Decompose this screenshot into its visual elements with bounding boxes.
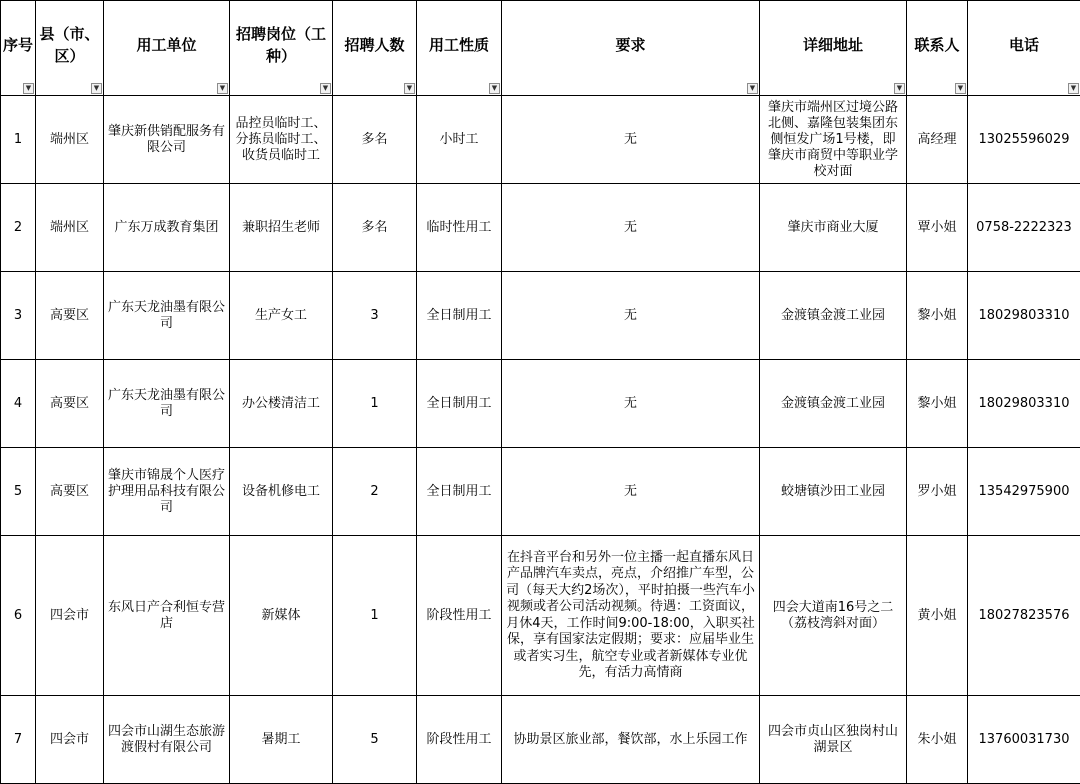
cell-county: 四会市 bbox=[36, 536, 104, 696]
dropdown-arrow-icon[interactable]: ▼ bbox=[489, 83, 500, 94]
cell-count: 多名 bbox=[333, 184, 417, 272]
dropdown-arrow-icon[interactable]: ▼ bbox=[894, 83, 905, 94]
cell-contact: 罗小姐 bbox=[907, 448, 968, 536]
cell-position: 办公楼清洁工 bbox=[230, 360, 333, 448]
cell-employer: 肇庆市锦晟个人医疗护理用品科技有限公司 bbox=[104, 448, 230, 536]
header-requirement: 要求 ▼ bbox=[502, 1, 760, 96]
cell-phone: 13542975900 bbox=[968, 448, 1080, 536]
cell-contact: 黎小姐 bbox=[907, 360, 968, 448]
cell-address: 蛟塘镇沙田工业园 bbox=[760, 448, 907, 536]
cell-county: 端州区 bbox=[36, 184, 104, 272]
cell-county: 高要区 bbox=[36, 272, 104, 360]
cell-phone: 13760031730 bbox=[968, 696, 1080, 784]
cell-county: 四会市 bbox=[36, 696, 104, 784]
header-nature: 用工性质 ▼ bbox=[417, 1, 502, 96]
cell-no: 4 bbox=[1, 360, 36, 448]
cell-phone: 18029803310 bbox=[968, 360, 1080, 448]
cell-nature: 小时工 bbox=[417, 96, 502, 184]
cell-address: 肇庆市端州区过境公路北侧、嘉隆包装集团东侧恒发广场1号楼，即肇庆市商贸中等职业学校对面 bbox=[760, 96, 907, 184]
cell-contact: 黄小姐 bbox=[907, 536, 968, 696]
table-row bbox=[1, 696, 1080, 784]
cell-requirement: 无 bbox=[502, 96, 760, 184]
header-row bbox=[1, 1, 1080, 96]
cell-phone: 18029803310 bbox=[968, 272, 1080, 360]
cell-requirement: 无 bbox=[502, 272, 760, 360]
cell-no: 6 bbox=[1, 536, 36, 696]
header-address: 详细地址 ▼ bbox=[760, 1, 907, 96]
table-row bbox=[1, 360, 1080, 448]
cell-count: 3 bbox=[333, 272, 417, 360]
cell-count: 1 bbox=[333, 360, 417, 448]
cell-position: 暑期工 bbox=[230, 696, 333, 784]
cell-address: 四会大道南16号之二（荔枝湾斜对面） bbox=[760, 536, 907, 696]
cell-address: 金渡镇金渡工业园 bbox=[760, 360, 907, 448]
cell-no: 5 bbox=[1, 448, 36, 536]
cell-phone: 13025596029 bbox=[968, 96, 1080, 184]
header-no: 序号 ▼ bbox=[1, 1, 36, 96]
dropdown-arrow-icon[interactable]: ▼ bbox=[404, 83, 415, 94]
cell-count: 1 bbox=[333, 536, 417, 696]
cell-count: 2 bbox=[333, 448, 417, 536]
table-row bbox=[1, 536, 1080, 696]
cell-nature: 全日制用工 bbox=[417, 272, 502, 360]
header-count: 招聘人数 ▼ bbox=[333, 1, 417, 96]
header-contact: 联系人 ▼ bbox=[907, 1, 968, 96]
header-employer: 用工单位 ▼ bbox=[104, 1, 230, 96]
cell-no: 2 bbox=[1, 184, 36, 272]
cell-no: 3 bbox=[1, 272, 36, 360]
cell-position: 设备机修电工 bbox=[230, 448, 333, 536]
dropdown-arrow-icon[interactable]: ▼ bbox=[747, 83, 758, 94]
cell-phone: 18027823576 bbox=[968, 536, 1080, 696]
cell-requirement: 协助景区旅业部，餐饮部，水上乐园工作 bbox=[502, 696, 760, 784]
cell-requirement: 无 bbox=[502, 448, 760, 536]
cell-county: 高要区 bbox=[36, 448, 104, 536]
cell-contact: 高经理 bbox=[907, 96, 968, 184]
header-county: 县（市、区） ▼ bbox=[36, 1, 104, 96]
cell-position: 兼职招生老师 bbox=[230, 184, 333, 272]
cell-nature: 全日制用工 bbox=[417, 360, 502, 448]
dropdown-arrow-icon[interactable]: ▼ bbox=[23, 83, 34, 94]
header-phone: 电话 ▼ bbox=[968, 1, 1080, 96]
table-row bbox=[1, 272, 1080, 360]
cell-no: 7 bbox=[1, 696, 36, 784]
dropdown-arrow-icon[interactable]: ▼ bbox=[1068, 83, 1079, 94]
cell-requirement: 无 bbox=[502, 360, 760, 448]
cell-position: 生产女工 bbox=[230, 272, 333, 360]
cell-nature: 临时性用工 bbox=[417, 184, 502, 272]
cell-county: 端州区 bbox=[36, 96, 104, 184]
cell-no: 1 bbox=[1, 96, 36, 184]
cell-employer: 四会市山湖生态旅游渡假村有限公司 bbox=[104, 696, 230, 784]
cell-employer: 东风日产合利恒专营店 bbox=[104, 536, 230, 696]
cell-requirement: 在抖音平台和另外一位主播一起直播东风日产品牌汽车卖点，亮点，介绍推广车型，公司（每天大约2场次），平时拍摄一些汽车小视频或者公司活动视频。待遇：工资面议，月休4天，工作时间9:00-18:00，入职买社保，享有国家法定假期；要求：应届毕业生或者实习生，航空专业或者新媒体专业优先，有活力高情商 bbox=[502, 536, 760, 696]
header-position: 招聘岗位（工种） ▼ bbox=[230, 1, 333, 96]
dropdown-arrow-icon[interactable]: ▼ bbox=[320, 83, 331, 94]
cell-county: 高要区 bbox=[36, 360, 104, 448]
cell-requirement: 无 bbox=[502, 184, 760, 272]
cell-nature: 阶段性用工 bbox=[417, 696, 502, 784]
dropdown-arrow-icon[interactable]: ▼ bbox=[91, 83, 102, 94]
cell-address: 四会市贞山区独岗村山湖景区 bbox=[760, 696, 907, 784]
cell-position: 品控员临时工、分拣员临时工、收货员临时工 bbox=[230, 96, 333, 184]
cell-nature: 全日制用工 bbox=[417, 448, 502, 536]
dropdown-arrow-icon[interactable]: ▼ bbox=[217, 83, 228, 94]
dropdown-arrow-icon[interactable]: ▼ bbox=[955, 83, 966, 94]
cell-contact: 覃小姐 bbox=[907, 184, 968, 272]
cell-employer: 广东天龙油墨有限公司 bbox=[104, 360, 230, 448]
cell-address: 肇庆市商业大厦 bbox=[760, 184, 907, 272]
cell-address: 金渡镇金渡工业园 bbox=[760, 272, 907, 360]
cell-count: 多名 bbox=[333, 96, 417, 184]
cell-contact: 朱小姐 bbox=[907, 696, 968, 784]
cell-employer: 肇庆新供销配服务有限公司 bbox=[104, 96, 230, 184]
cell-contact: 黎小姐 bbox=[907, 272, 968, 360]
table-row bbox=[1, 96, 1080, 184]
cell-employer: 广东天龙油墨有限公司 bbox=[104, 272, 230, 360]
cell-position: 新媒体 bbox=[230, 536, 333, 696]
table-row bbox=[1, 448, 1080, 536]
cell-phone: 0758-2222323 bbox=[968, 184, 1080, 272]
cell-count: 5 bbox=[333, 696, 417, 784]
table-row bbox=[1, 184, 1080, 272]
cell-nature: 阶段性用工 bbox=[417, 536, 502, 696]
cell-employer: 广东万成教育集团 bbox=[104, 184, 230, 272]
